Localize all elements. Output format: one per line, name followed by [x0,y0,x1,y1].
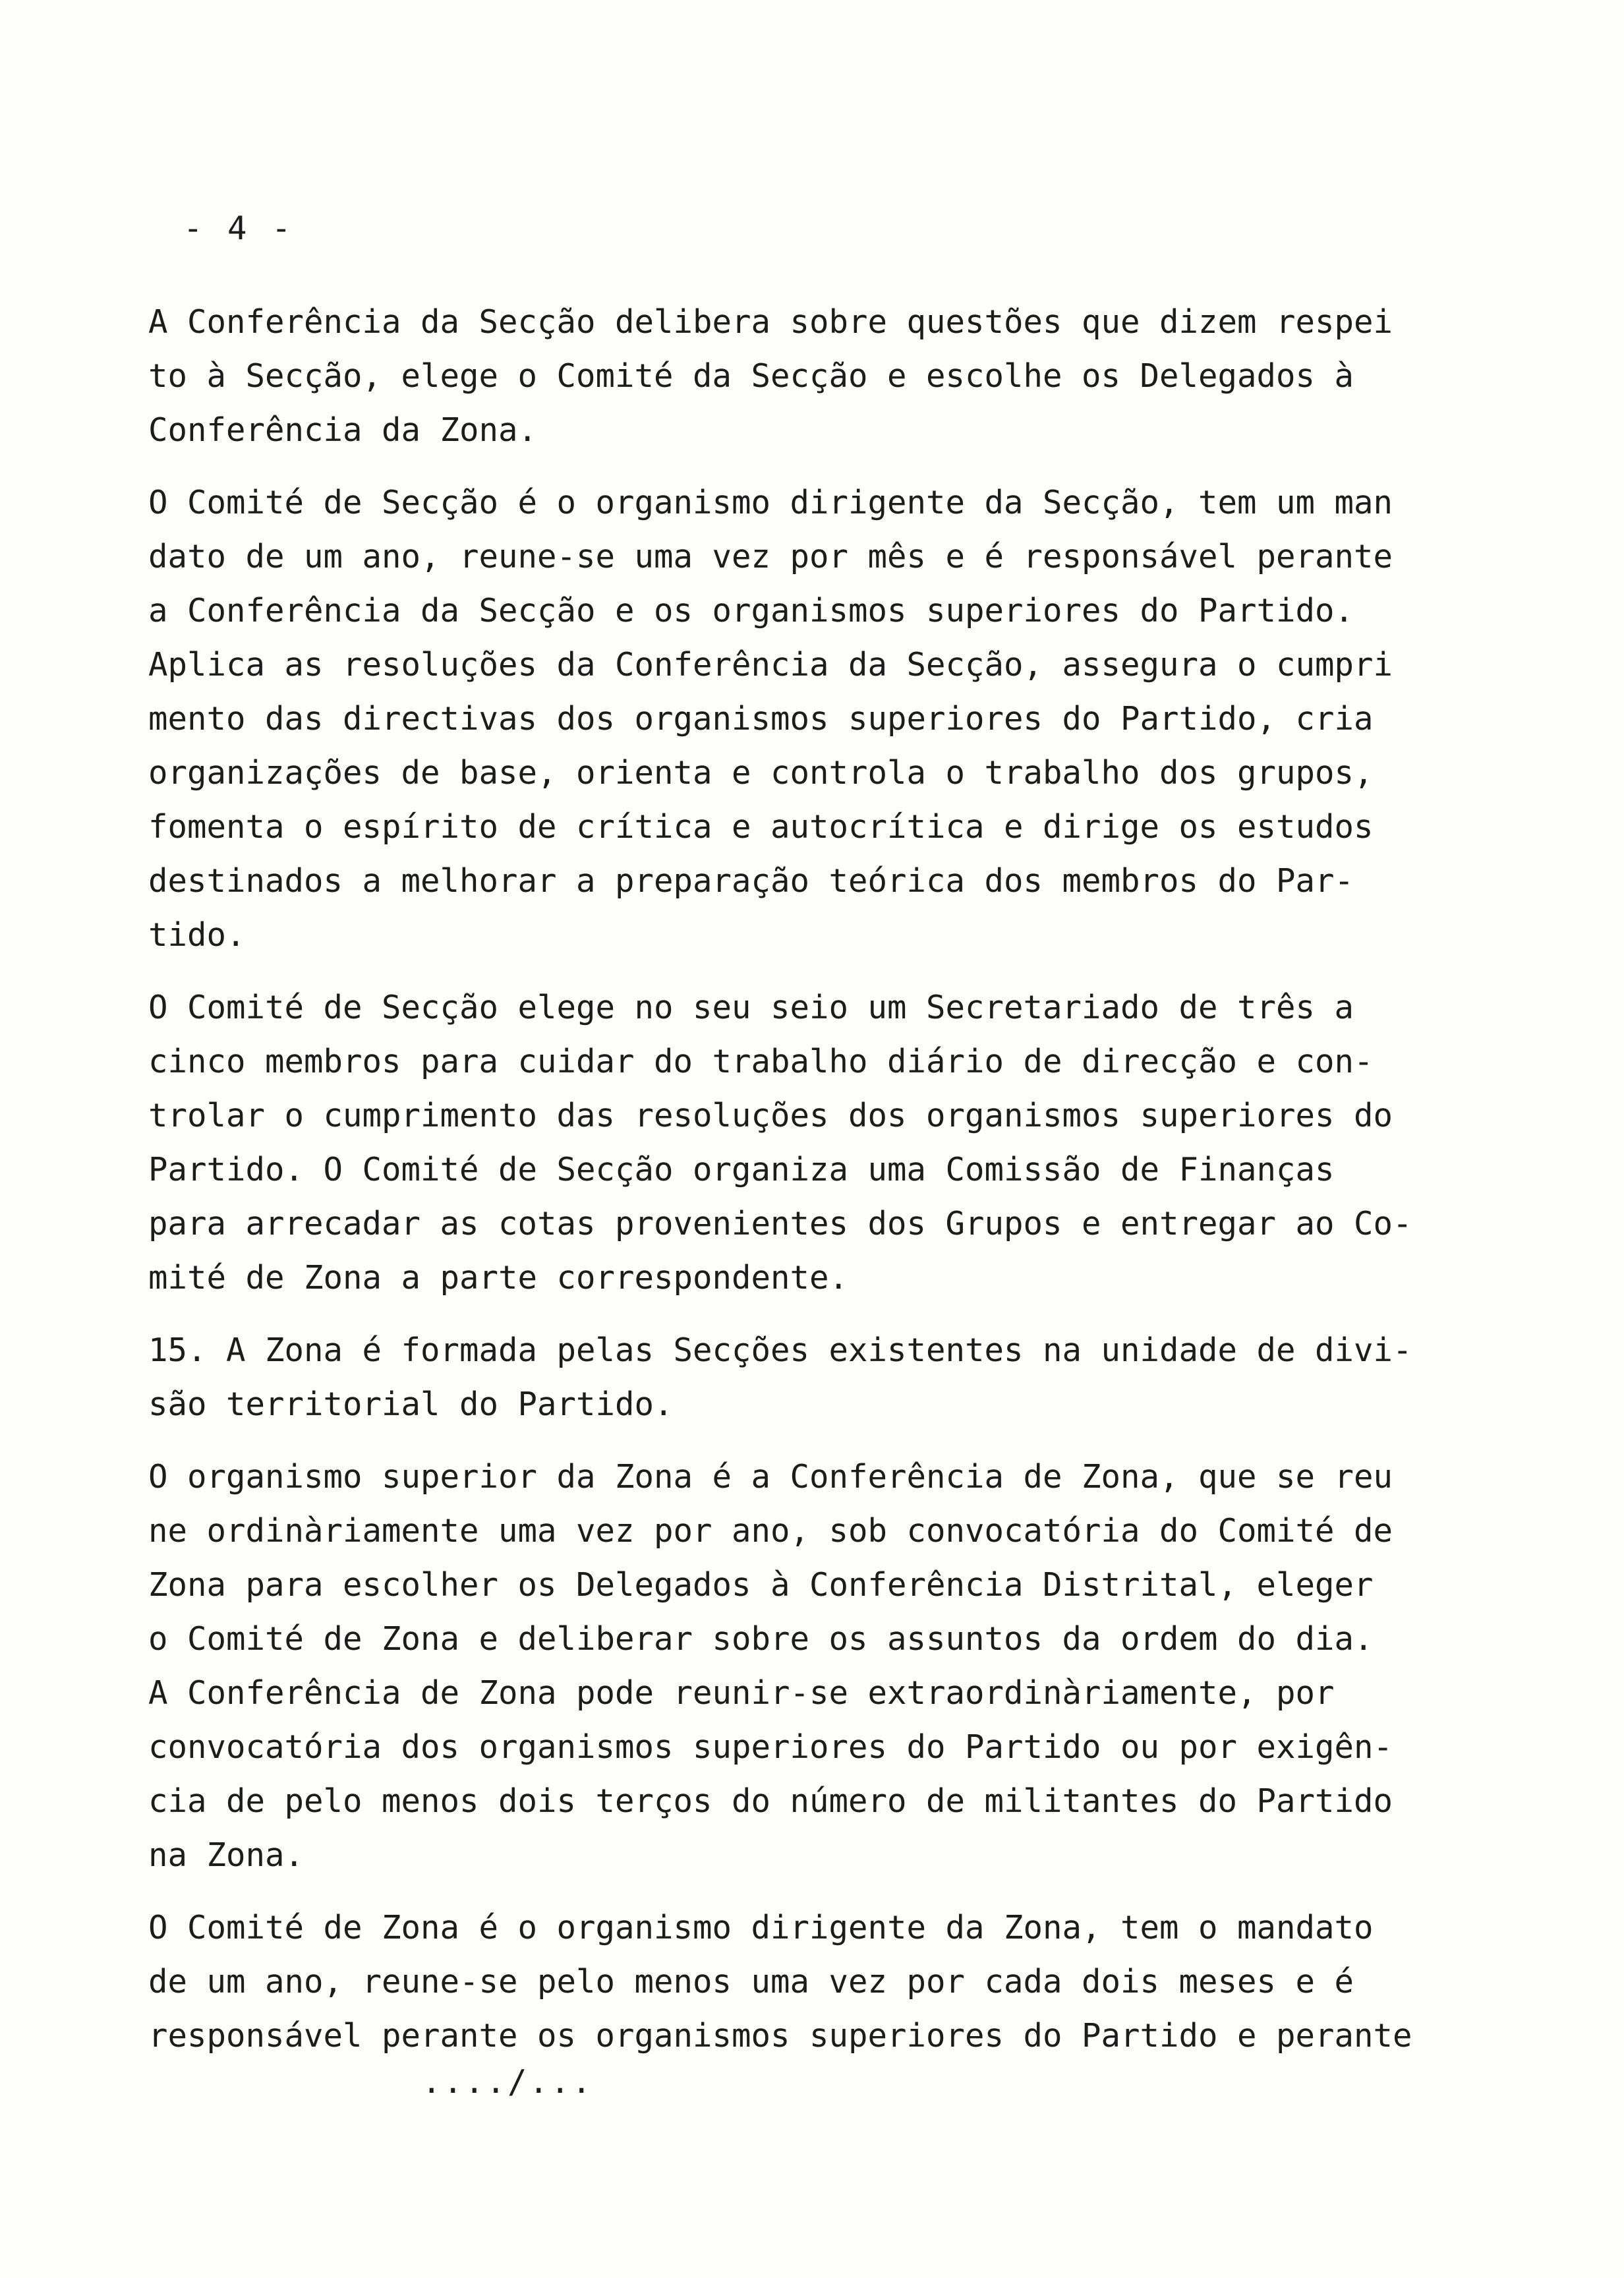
text-line: o Comité de Zona e deliberar sobre os assuntos da ordem do dia. [148,1620,1374,1658]
text-line: Aplica as resoluções da Conferência da Secção, assegura o cumpri [148,646,1393,684]
paragraph [148,476,1506,962]
text-line: Partido. O Comité de Secção organiza uma Comissão de Finanças [148,1151,1335,1188]
text-line: 15. A Zona é formada pelas Secções existentes na unidade de divi- [148,1331,1412,1369]
text-line: mento das directivas dos organismos superiores do Partido, cria [148,700,1374,738]
paragraph [148,1901,1506,2063]
text-line: dato de um ano, reune-se uma vez por mês e é responsável perante [148,538,1393,575]
page-number: - 4 - [183,210,294,247]
text-line: fomenta o espírito de crítica e autocrítica e dirige os estudos [148,808,1374,846]
text-line: O Comité de Secção é o organismo dirigente da Secção, tem um man [148,484,1393,521]
text-line: O Comité de Zona é o organismo dirigente da Zona, tem o mandato [148,1909,1374,1946]
text-line: mité de Zona a parte correspondente. [148,1259,849,1297]
text-line: O organismo superior da Zona é a Conferência de Zona, que se reu [148,1458,1393,1496]
text-line: organizações de base, orienta e controla o trabalho dos grupos, [148,754,1374,792]
text-line: O Comité de Secção elege no seu seio um Secretariado de três a [148,989,1354,1026]
continuation-mark: ..../... [422,2063,594,2101]
text-line: na Zona. [148,1836,304,1874]
text-line: Zona para escolher os Delegados à Conferência Distrital, eleger [148,1566,1374,1604]
text-line: A Conferência da Secção delibera sobre questões que dizem respei [148,303,1393,341]
text-line: são territorial do Partido. [148,1386,674,1423]
body-text [148,295,1506,2082]
text-line: trolar o cumprimento das resoluções dos organismos superiores do [148,1097,1393,1134]
paragraph [148,981,1506,1305]
text-line: to à Secção, elege o Comité da Secção e escolhe os Delegados à [148,357,1354,395]
text-line: cia de pelo menos dois terços do número de militantes do Partido [148,1782,1393,1820]
text-line: para arrecadar as cotas provenientes dos Grupos e entregar ao Co- [148,1205,1412,1242]
paragraph [148,295,1506,457]
text-line: responsável perante os organismos superiores do Partido e perante [148,2017,1412,2055]
text-line: A Conferência de Zona pode reunir-se extraordinàriamente, por [148,1674,1335,1712]
text-line: ne ordinàriamente uma vez por ano, sob convocatória do Comité de [148,1512,1393,1550]
text-line: a Conferência da Secção e os organismos superiores do Partido. [148,592,1354,629]
text-line: cinco membros para cuidar do trabalho diário de direcção e con- [148,1043,1374,1080]
text-line: de um ano, reune-se pelo menos uma vez por cada dois meses e é [148,1963,1354,2001]
paragraph [148,1324,1506,1432]
text-line: tido. [148,916,246,954]
text-line: Conferência da Zona. [148,411,538,449]
text-line: destinados a melhorar a preparação teórica dos membros do Par- [148,862,1354,900]
text-line: convocatória dos organismos superiores do Partido ou por exigên- [148,1728,1393,1766]
paragraph [148,1450,1506,1883]
